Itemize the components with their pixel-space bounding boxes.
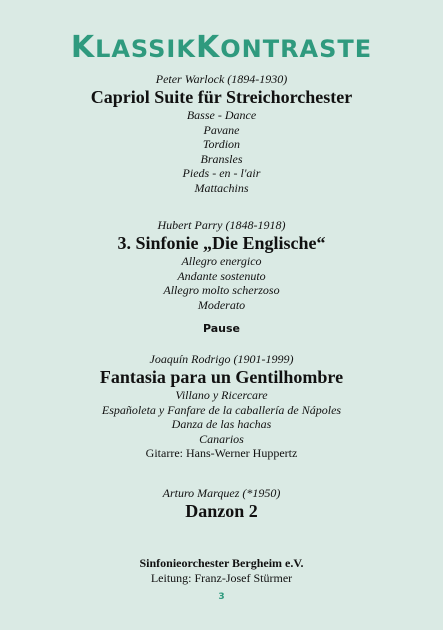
movement: Basse - Dance: [186, 108, 257, 122]
composer: Joaquín Rodrigo (1901-1999): [149, 352, 294, 366]
page-number: 3: [218, 592, 225, 602]
movement: Moderato: [197, 297, 246, 312]
movement: Tordion: [202, 137, 241, 151]
pause-label: Pause: [202, 322, 241, 335]
movement: Allegro molto scherzoso: [163, 283, 280, 297]
movement: Villano y Ricercare: [175, 388, 268, 402]
work-title: Fantasia para un Gentilhombre: [99, 367, 344, 387]
movement: Danza de las hachas: [171, 417, 272, 431]
composer: Hubert Parry (1848-1918): [157, 218, 286, 232]
title-k2: K: [195, 30, 221, 65]
composer: Arturo Marquez (*1950): [162, 486, 281, 500]
work-marquez: [0, 486, 443, 522]
work-warlock: [0, 72, 443, 195]
movement: Mattachins: [194, 180, 249, 195]
movement: Allegro energico: [181, 254, 262, 268]
orchestra-credits: [0, 556, 443, 586]
work-rodrigo: [0, 352, 443, 461]
title-ontraste: ONTRASTE: [220, 35, 373, 63]
title-lassik: LASSIK: [95, 35, 196, 63]
page-title: [0, 28, 443, 69]
movement: Canarios: [199, 431, 244, 446]
movement: Pieds - en - l'air: [182, 166, 261, 180]
work-parry: [0, 218, 443, 312]
title-k: K: [70, 30, 96, 65]
movement: Pavane: [203, 122, 240, 137]
soloist: Gitarre: Hans-Werner Huppertz: [145, 446, 298, 460]
work-title: 3. Sinfonie „Die Englische“: [117, 233, 326, 253]
work-title: Capriol Suite für Streichorchester: [90, 87, 353, 107]
movement: Bransles: [200, 151, 243, 166]
work-title: Danzon 2: [185, 501, 258, 521]
composer: Peter Warlock (1894-1930): [155, 72, 288, 86]
movement: Andante sostenuto: [177, 268, 266, 283]
orchestra-name: Sinfonieorchester Bergheim e.V.: [139, 556, 304, 570]
movement: Españoleta y Fanfare de la caballería de Nápoles: [101, 402, 342, 417]
conductor: Leitung: Franz-Josef Stürmer: [150, 571, 293, 585]
